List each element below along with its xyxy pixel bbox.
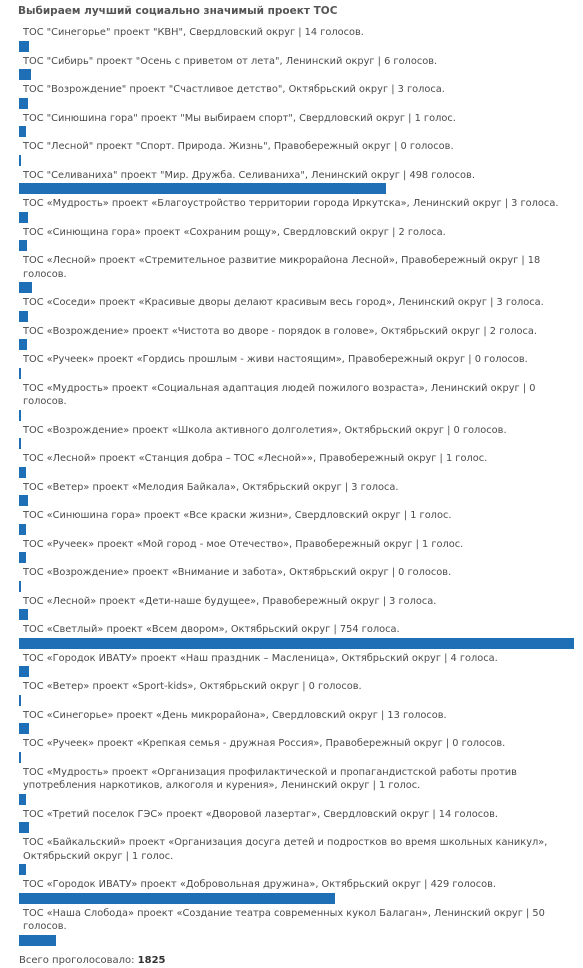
poll-total-value: 1825 [137, 954, 166, 966]
poll-option-result-bar [19, 183, 386, 194]
poll-title: Выбираем лучший социально значимый проект ТОС [18, 5, 338, 17]
poll-option-result-bar [19, 794, 26, 805]
poll-option-label[interactable]: ТОС "Возрождение" проект "Счастливое детство", Октябрьский округ | 3 голоса. [23, 84, 445, 95]
poll-option-label[interactable]: ТОС «Соседи» проект «Красивые дворы делают красивым весь город», Ленинский округ | 3 голоса. [23, 297, 544, 308]
poll-option[interactable] [19, 140, 575, 166]
poll-option-label[interactable]: ТОС «Возрождение» проект «Чистота во дворе - порядок в голове», Октябрьский округ | 2 голоса. [23, 325, 538, 337]
poll-option-result-bar [19, 752, 21, 763]
poll-option-result-bar [19, 638, 574, 649]
poll-option-label[interactable]: ТОС "Синюшина гора" проект "Мы выбираем спорт", Свердловский округ | 1 голос. [23, 112, 456, 124]
poll-option[interactable] [19, 254, 575, 293]
poll-option-result-bar [19, 282, 32, 293]
poll-option-result-bar [19, 495, 28, 506]
poll-option[interactable] [19, 737, 575, 763]
poll-option[interactable] [19, 353, 575, 379]
poll-option-label[interactable]: ТОС «Синюшина гора» проект «Все краски жизни», Свердловский округ | 1 голос. [23, 510, 452, 521]
poll-option[interactable] [19, 623, 575, 649]
poll-option[interactable] [19, 226, 575, 252]
poll-option-label[interactable]: ТОС «Возрождение» проект «Школа активного долголетия», Октябрьский округ | 0 голосов. [23, 424, 507, 436]
poll-option[interactable] [19, 424, 575, 450]
poll-option-label[interactable]: ТОС «Ручеек» проект «Крепкая семья - дружная Россия», Правобережный округ | 0 голосов. [23, 738, 506, 749]
poll-option[interactable] [19, 766, 575, 805]
poll-option[interactable] [19, 836, 575, 875]
poll-option-result-bar [19, 339, 27, 350]
poll-option[interactable] [19, 595, 575, 621]
poll-option-result-bar [19, 666, 29, 677]
poll-total [19, 954, 575, 968]
poll-option[interactable] [19, 709, 575, 735]
poll-option[interactable] [19, 112, 575, 138]
poll-option-label[interactable]: ТОС «Мудрость» проект «Организация профилактической и пропагандистской работы против употребления наркотиков, алкоголя и курения», Ленинский округ | 1 голос. [23, 766, 517, 791]
poll-option[interactable] [19, 83, 575, 109]
poll-option[interactable] [19, 382, 575, 421]
poll-option-label[interactable]: ТОС «Наша Слобода» проект «Создание театра современных кукол Балаган», Ленинский округ | 50 голосов. [23, 907, 545, 932]
poll-option[interactable] [19, 878, 575, 904]
poll-option-label[interactable]: ТОС «Байкальский» проект «Организация досуга детей и подростков во время школьных каникул», Октябрьский округ | 1 голос. [23, 837, 548, 862]
poll-option-label[interactable]: ТОС «Синегорье» проект «День микрорайона», Свердловский округ | 13 голосов. [23, 709, 447, 721]
poll-option-label[interactable]: ТОС "Лесной" проект "Спорт. Природа. Жизнь", Правобережный округ | 0 голосов. [23, 141, 454, 152]
poll-option-result-bar [19, 155, 21, 166]
poll-option-label[interactable]: ТОС «Светлый» проект «Всем двором», Октябрьский округ | 754 голоса. [23, 624, 400, 635]
poll-option-label[interactable]: ТОС "Синегорье" проект "КВН", Свердловский округ | 14 голосов. [23, 27, 364, 38]
poll-option[interactable] [19, 296, 575, 322]
poll-option[interactable] [19, 325, 575, 351]
poll-option-label[interactable]: ТОС «Ручеек» проект «Мой город - мое Отечество», Правобережный округ | 1 голос. [23, 538, 464, 550]
poll-option-label[interactable]: ТОС «Третий поселок ГЭС» проект «Дворовой лазертаг», Свердловский округ | 14 голосов. [23, 808, 499, 820]
poll-option-result-bar [19, 552, 26, 563]
poll-option-label[interactable]: ТОС «Лесной» проект «Дети-наше будущее», Правобережный округ | 3 голоса. [23, 595, 437, 607]
poll-option[interactable] [19, 680, 575, 706]
poll-total-label: Всего проголосовало: [19, 954, 135, 966]
poll-option-result-bar [19, 240, 27, 251]
poll-option-label[interactable]: ТОС «Городок ИВАТУ» проект «Наш праздник – Масленица», Октябрьский округ | 4 голоса. [23, 652, 498, 664]
poll-option-result-bar [19, 438, 21, 449]
poll-option-label[interactable]: ТОС «Синющина гора» проект «Сохраним рощу», Свердловский округ | 2 голоса. [23, 226, 446, 238]
poll-options-list [19, 26, 575, 946]
poll-option[interactable] [19, 26, 575, 52]
poll-option[interactable] [19, 509, 575, 535]
poll-option-result-bar [19, 212, 28, 223]
poll-option[interactable] [19, 652, 575, 678]
poll-option-result-bar [19, 98, 28, 109]
poll-option[interactable] [19, 566, 575, 592]
poll-option-result-bar [19, 126, 26, 137]
poll-option-result-bar [19, 69, 31, 80]
poll-option-label[interactable]: ТОС "Сибирь" проект "Осень с приветом от лета", Ленинский округ | 6 голосов. [23, 55, 438, 67]
poll-option-label[interactable]: ТОС "Селиваниха" проект "Мир. Дружба. Селиваниха", Ленинский округ | 498 голосов. [23, 169, 475, 181]
poll-option-result-bar [19, 467, 26, 478]
poll-option-result-bar [19, 410, 21, 421]
poll-option-label[interactable]: ТОС «Городок ИВАТУ» проект «Добровольная дружина», Октябрьский округ | 429 голосов. [23, 879, 497, 890]
poll-option-result-bar [19, 864, 26, 875]
poll-option-label[interactable]: ТОС «Мудрость» проект «Благоустройство территории города Иркутска», Ленинский округ | 3 голоса. [23, 198, 559, 209]
poll-option[interactable] [19, 538, 575, 564]
poll-option-result-bar [19, 368, 21, 379]
poll-option-label[interactable]: ТОС «Мудрость» проект «Социальная адаптация людей пожилого возраста», Ленинский округ | 0 голосов. [23, 382, 536, 407]
poll-option-label[interactable]: ТОС «Лесной» проект «Стремительное развитие микрорайона Лесной», Правобережный округ | 18 голосов. [23, 255, 541, 280]
poll-option[interactable] [19, 808, 575, 834]
poll-option-result-bar [19, 723, 29, 734]
poll-option-label[interactable]: ТОС «Лесной» проект «Станция добра – ТОС «Лесной»», Правобережный округ | 1 голос. [23, 453, 488, 464]
poll-option-label[interactable]: ТОС «Возрождение» проект «Внимание и забота», Октябрьский округ | 0 голосов. [23, 567, 452, 578]
poll-option-result-bar [19, 581, 21, 592]
poll-option-result-bar [19, 311, 28, 322]
poll-option[interactable] [19, 481, 575, 507]
poll-option-result-bar [19, 935, 56, 946]
poll-option-label[interactable]: ТОС «Ветер» проект «Мелодия Байкала», Октябрьский округ | 3 голоса. [23, 481, 399, 493]
poll-option[interactable] [19, 55, 575, 81]
poll-option-label[interactable]: ТОС «Ручеек» проект «Гордись прошлым - живи настоящим», Правобережный округ | 0 голосов. [23, 354, 528, 365]
poll-option-result-bar [19, 822, 29, 833]
poll-option[interactable] [19, 452, 575, 478]
poll-option-result-bar [19, 695, 21, 706]
poll-option[interactable] [19, 907, 575, 946]
poll-option[interactable] [19, 197, 575, 223]
poll-option-result-bar [19, 893, 335, 904]
poll-option-result-bar [19, 524, 26, 535]
poll-option-label[interactable]: ТОС «Ветер» проект «Sport-kids», Октябрьский округ | 0 голосов. [23, 681, 362, 692]
poll-option[interactable] [19, 169, 575, 195]
poll-option-result-bar [19, 41, 29, 52]
poll-option-result-bar [19, 609, 28, 620]
